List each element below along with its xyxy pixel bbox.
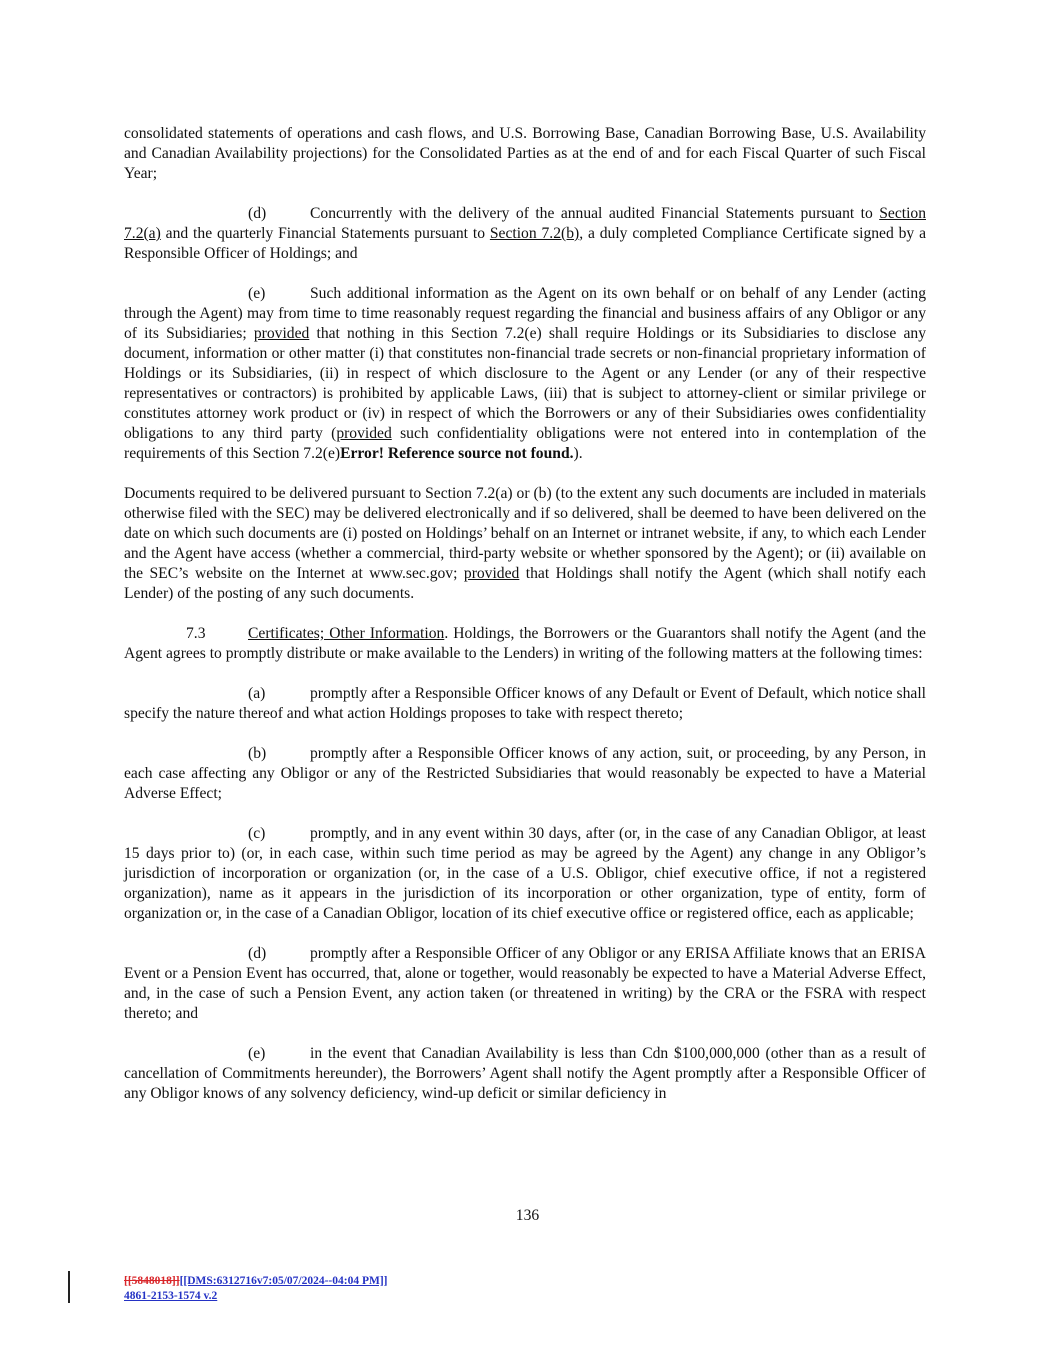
provided-term: provided [336, 425, 392, 442]
clause-7-3-a: (a) promptly after a Responsible Officer knows of any Default or Event of Default, which notice shall specify the nature thereof and what action Holdings proposes to take with respect thereto; [124, 685, 926, 722]
intro-paragraph: consolidated statements of operations and cash flows, and U.S. Borrowing Base, Canadian Borrowing Base, U.S. Availability and Canadian Availability projections) for the Consolidated Parties as at the end of and for each Fiscal Quarter of such Fiscal Year; [124, 125, 926, 182]
section-number: 7.3 [186, 625, 206, 642]
clause-label: (e) [248, 285, 266, 302]
document-number: 4861-2153-1574 v.2 [124, 1290, 218, 1302]
clause-label: (e) [248, 1045, 266, 1062]
clause-7-2-e: (e) Such additional information as the Agent on its own behalf or on behalf of any Lender (acting through the Agent) may from time to time reasonably request regarding the financial and business affairs of any Obligor or any of its Subsidiaries; provided that nothing in this Section 7.2(e) shall require Holdings or its Subsidiaries to disclose any document, information or other matter (i) that constitutes non-financial trade secrets or non-financial proprietary information of Holdings or its Subsidiaries, (ii) in respect of which disclosure to the Agent or any Lender (or any of their respective representatives or contractors) is prohibited by applicable Laws, (iii) that is subject to attorney-client or similar privilege or constitutes attorney work product or (iv) in respect of which the Borrowers or any of their Subsidiaries owes confidentiality obligations to any third party (provided such confidentiality obligations were not entered into in contemplation of the requirements of this Section 7.2(e)Error! Reference source not found.). [124, 285, 927, 462]
clause-label: (d) [248, 945, 267, 962]
documents-paragraph: Documents required to be delivered pursuant to Section 7.2(a) or (b) (to the extent any such documents are included in materials otherwise filed with the SEC) may be delivered electronically and if so delivered, shall be deemed to have been delivered on the date on which such documents are (i) posted on Holdings’ behalf on an Internet or intranet website, if any, to which each Lender and the Agent have access (whether a commercial, third-party website or whether sponsored by the Agent); or (ii) available on the SEC’s website on the Internet at www.sec.gov; provided that Holdings shall notify the Agent (which shall notify each Lender) of the posting of any such documents. [124, 485, 926, 602]
document-footer [124, 1274, 388, 1304]
section-7-3: 7.3 Certificates; Other Information. Holdings, the Borrowers or the Guarantors shall notify the Agent (and the Agent agrees to promptly distribute or make available to the Lenders) in writing of the following matters at the following times: [124, 625, 926, 662]
clause-7-3-d: (d) promptly after a Responsible Officer of any Obligor or any ERISA Affiliate knows that an ERISA Event or a Pension Event has occurred, that, alone or together, would reasonably be expected to have a Material Adverse Effect, and, in the case of such a Pension Event, any action taken (or threatened in writing) by the CRA or the FSRA with respect thereto; and [124, 945, 926, 1022]
deleted-doc-id: [[5848018]] [124, 1275, 180, 1287]
section-reference: Section 7.2(a) [124, 205, 926, 242]
clause-label: (c) [248, 825, 266, 842]
page-number: 136 [515, 1207, 540, 1224]
clause-label: (d) [248, 205, 267, 222]
clause-7-3-e: (e) in the event that Canadian Availability is less than Cdn $100,000,000 (other than as a result of cancellation of Commitments hereunder), the Borrowers’ Agent shall notify the Agent promptly after a Responsible Officer of any Obligor knows of any solvency deficiency, wind-up deficit or similar deficiency in [124, 1045, 926, 1102]
provided-term: provided [463, 565, 520, 582]
inserted-doc-id: [[DMS:6312716v7:05/07/2024--04:04 PM]] [179, 1275, 388, 1287]
change-bar [68, 1271, 70, 1303]
clause-7-2-d: (d) Concurrently with the delivery of the annual audited Financial Statements pursuant to Section 7.2(a) and the quarterly Financial Statements pursuant to Section 7.2(b), a duly completed Compliance Certificate signed by a Responsible Officer of Holdings; and [124, 205, 926, 262]
clause-7-3-b: (b) promptly after a Responsible Officer knows of any action, suit, or proceeding, by any Person, in each case affecting any Obligor or any of the Restricted Subsidiaries that would reasonably be expected to have a Material Adverse Effect; [124, 745, 926, 802]
clause-7-3-c: (c) promptly, and in any event within 30 days, after (or, in the case of any Canadian Obligor, at least 15 days prior to) (or, in each case, within such time period as may be agreed by the Agent) any change in any Obligor’s jurisdiction of incorporation or organization (or, in the case of a U.S. Obligor, chief executive office, if not a registered organization), name as it appears in the jurisdiction of its incorporation or other organization, type of entity, form of organization or, in the case of a Canadian Obligor, location of its chief executive office or registered office, each as applicable; [124, 825, 926, 922]
reference-error: Error! Reference source not found. [340, 445, 574, 462]
section-reference: Section 7.2(b) [489, 225, 580, 242]
clause-label: (a) [248, 685, 266, 702]
document-body [124, 124, 926, 1104]
provided-term: provided [253, 325, 310, 342]
section-heading: Certificates; Other Information [248, 625, 445, 642]
clause-label: (b) [248, 745, 267, 762]
